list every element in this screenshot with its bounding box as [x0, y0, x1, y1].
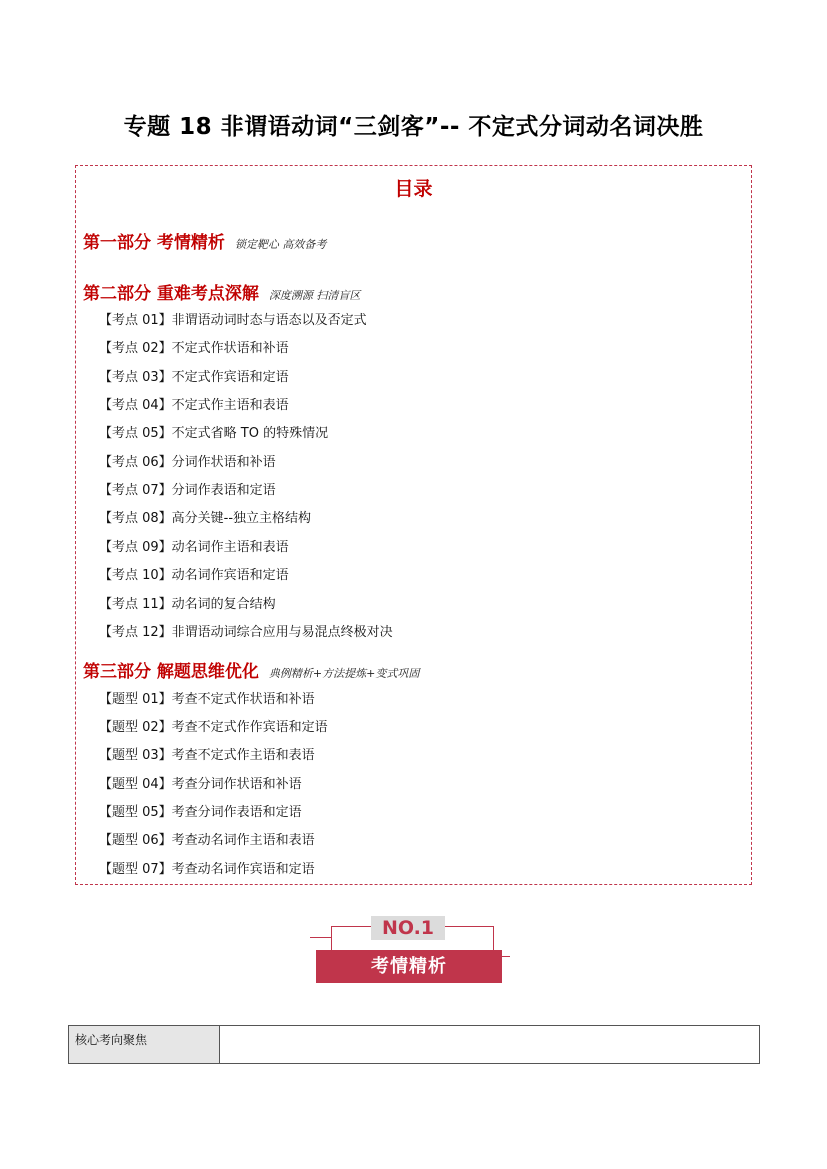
toc-section-1[interactable] [83, 228, 326, 253]
toc-section-sub: 深度溯源 扫清盲区 [268, 289, 361, 302]
toc-tixing-05[interactable]: 【题型 05】考查分词作表语和定语 [99, 805, 302, 820]
banner-number: NO.1 [371, 916, 445, 940]
toc-kaodian-08[interactable]: 【考点 08】高分关键--独立主格结构 [99, 511, 312, 526]
toc-section-label: 第三部分 解题思维优化 [83, 662, 259, 682]
document-title: 专题 18 非谓语动词“三剑客”-- 不定式分词动名词决胜 [123, 114, 704, 140]
banner-label: 考情精析 [316, 950, 502, 983]
toc-kaodian-09[interactable]: 【考点 09】动名词作主语和表语 [99, 540, 289, 555]
toc-kaodian-07[interactable]: 【考点 07】分词作表语和定语 [99, 483, 276, 498]
toc-kaodian-06[interactable]: 【考点 06】分词作状语和补语 [99, 455, 276, 470]
toc-section-3[interactable] [83, 657, 419, 682]
toc-kaodian-04[interactable]: 【考点 04】不定式作主语和表语 [99, 398, 289, 413]
toc-tixing-07[interactable]: 【题型 07】考查动名词作宾语和定语 [99, 862, 315, 877]
toc-kaodian-01[interactable]: 【考点 01】非谓语动词时态与语态以及否定式 [99, 313, 367, 328]
toc-kaodian-11[interactable]: 【考点 11】动名词的复合结构 [99, 597, 276, 612]
toc-section-label: 第二部分 重难考点深解 [83, 284, 259, 304]
toc-tixing-02[interactable]: 【题型 02】考查不定式作作宾语和定语 [99, 720, 328, 735]
toc-section-sub: 典例精析+方法提炼+变式巩固 [268, 667, 420, 680]
toc-kaodian-03[interactable]: 【考点 03】不定式作宾语和定语 [99, 370, 289, 385]
toc-kaodian-12[interactable]: 【考点 12】非谓语动词综合应用与易混点终极对决 [99, 625, 393, 640]
toc-kaodian-02[interactable]: 【考点 02】不定式作状语和补语 [99, 341, 289, 356]
toc-tixing-01[interactable]: 【题型 01】考查不定式作状语和补语 [99, 692, 315, 707]
banner-line-left-vertical [331, 926, 332, 950]
table-content-cell [220, 1026, 759, 1063]
toc-tixing-04[interactable]: 【题型 04】考查分词作状语和补语 [99, 777, 302, 792]
toc-title: 目录 [394, 178, 433, 200]
toc-kaodian-10[interactable]: 【考点 10】动名词作宾语和定语 [99, 568, 289, 583]
table-header-cell: 核心考向聚焦 [69, 1026, 220, 1063]
core-focus-table [68, 1025, 760, 1064]
banner-line-right-vertical [493, 926, 494, 950]
toc-section-sub: 锁定靶心 高效备考 [234, 238, 327, 251]
toc-section-2[interactable] [83, 279, 360, 304]
banner-line-left [310, 937, 332, 938]
toc-section-label: 第一部分 考情精析 [83, 233, 225, 253]
toc-kaodian-05[interactable]: 【考点 05】不定式省略 TO 的特殊情况 [99, 426, 329, 441]
toc-tixing-03[interactable]: 【题型 03】考查不定式作主语和表语 [99, 748, 315, 763]
toc-tixing-06[interactable]: 【题型 06】考查动名词作主语和表语 [99, 833, 315, 848]
